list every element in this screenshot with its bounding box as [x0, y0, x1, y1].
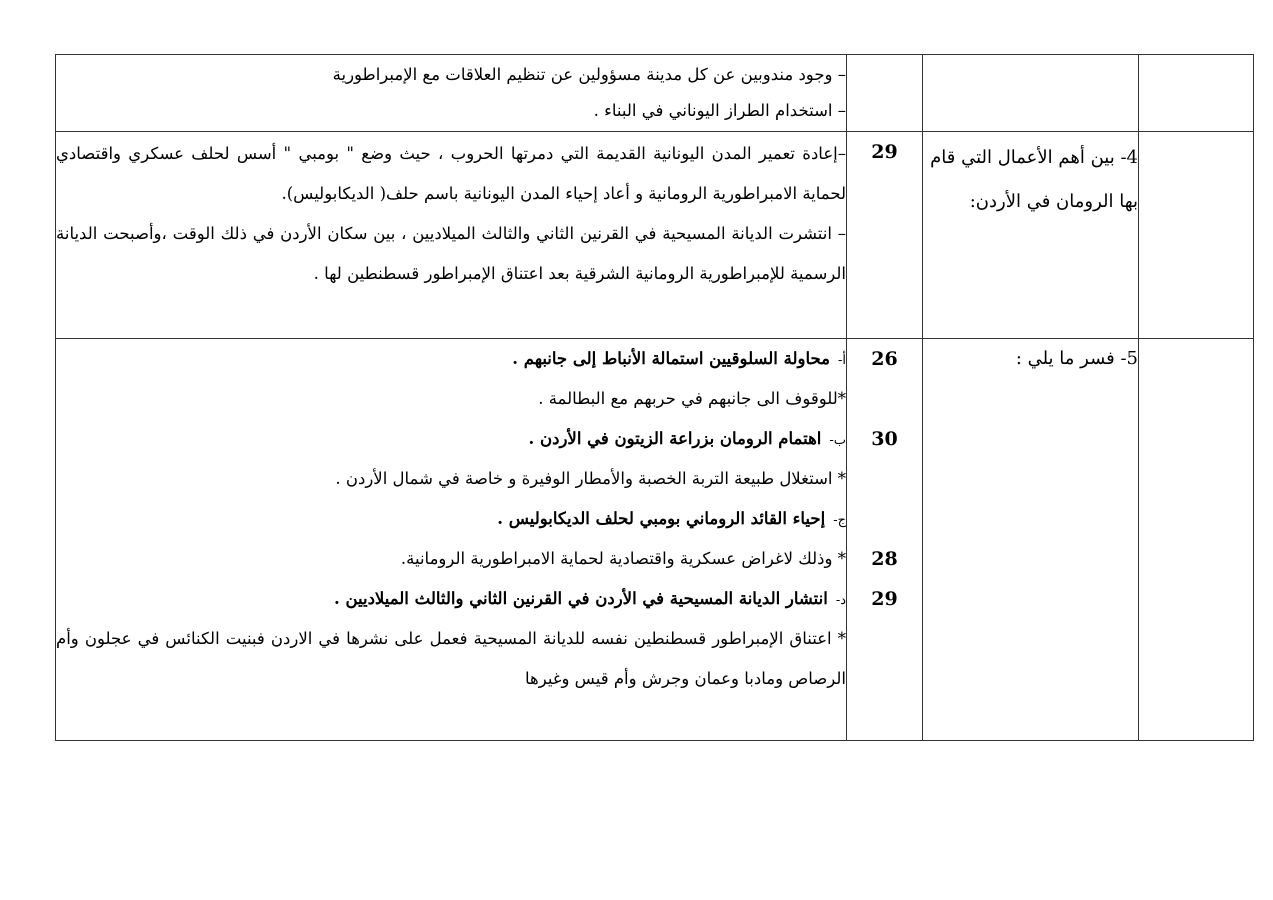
answer-cell	[56, 339, 847, 741]
table-row	[56, 339, 1254, 741]
answer-cell	[56, 55, 847, 132]
item-marker: ج-	[833, 513, 846, 528]
answer-line: – وجود مندوبين عن كل مدينة مسؤولين عن تنظيم العلاقات مع الإمبراطورية	[332, 65, 846, 84]
page-number: 29	[871, 141, 898, 163]
answer-table	[55, 54, 1254, 741]
item-marker: ب-	[829, 433, 846, 448]
item-heading: ج-إحياء القائد الروماني بومبي لحلف الديكابوليس .	[497, 509, 846, 528]
item-answer: * وذلك لاغراض عسكرية واقتصادية لحماية الامبراطورية الرومانية.	[400, 549, 846, 568]
answer-cell	[56, 132, 847, 339]
answer-paragraph: – انتشرت الديانة المسيحية في القرنين الثاني والثالث الميلاديين ، بين سكان الأردن في ذلك الوقت ،وأصبحت الديانة الرسمية للإمبراطورية الرومانية الشرقية بعد اعتناق الإمبراطور قسطنطين لها .	[56, 224, 846, 283]
index-cell	[1139, 132, 1254, 339]
answer-line: – استخدام الطراز اليوناني في البناء .	[593, 101, 846, 120]
table-row	[56, 132, 1254, 339]
question-cell	[923, 55, 1139, 132]
item-answer: * اعتناق الإمبراطور قسطنطين نفسه للديانة المسيحية فعمل على نشرها في الاردن فبنيت الكنائس في عجلون وأم الرصاص ومادبا وعمان وجرش وأم قيس وغيرها	[56, 629, 846, 688]
page-number: 29	[871, 588, 898, 610]
question-text: 4- بين أهم الأعمال التي قام بها الرومان في الأردن:	[923, 132, 1139, 339]
item-marker: د-	[835, 593, 846, 608]
page-number: 30	[871, 428, 898, 450]
item-heading: د-انتشار الديانة المسيحية في الأردن في القرنين الثاني والثالث الميلاديين .	[333, 589, 846, 608]
item-marker: أ-	[837, 353, 846, 368]
item-answer: *للوقوف الى جانبهم في حربهم مع البطالمة .	[538, 389, 846, 408]
answer-paragraph: –إعادة تعمير المدن اليونانية القديمة التي دمرتها الحروب ، حيث وضع " بومبي " أسس لحلف عسكري واقتصادي لحماية الامبراطورية الرومانية و أعاد إحياء المدن اليونانية باسم حلف( الديكابوليس).	[56, 144, 846, 203]
item-answer: * استغلال طبيعة التربة الخصبة والأمطار الوفيرة و خاصة في شمال الأردن .	[335, 469, 846, 488]
page-cell	[847, 132, 923, 339]
table-row	[56, 55, 1254, 132]
item-heading: ب-اهتمام الرومان بزراعة الزيتون في الأردن .	[528, 429, 846, 448]
page-number	[847, 459, 922, 499]
question-text: 5- فسر ما يلي :	[923, 339, 1139, 741]
index-cell	[1139, 55, 1254, 132]
page-number	[847, 379, 922, 419]
index-cell	[1139, 339, 1254, 741]
page-number: 28	[871, 548, 898, 570]
page-number	[847, 499, 922, 539]
item-heading: أ-محاولة السلوقيين استمالة الأنباط إلى جانبهم .	[512, 349, 846, 368]
page-number: 26	[871, 348, 898, 370]
page-cell	[847, 55, 923, 132]
page-cell	[847, 339, 923, 741]
